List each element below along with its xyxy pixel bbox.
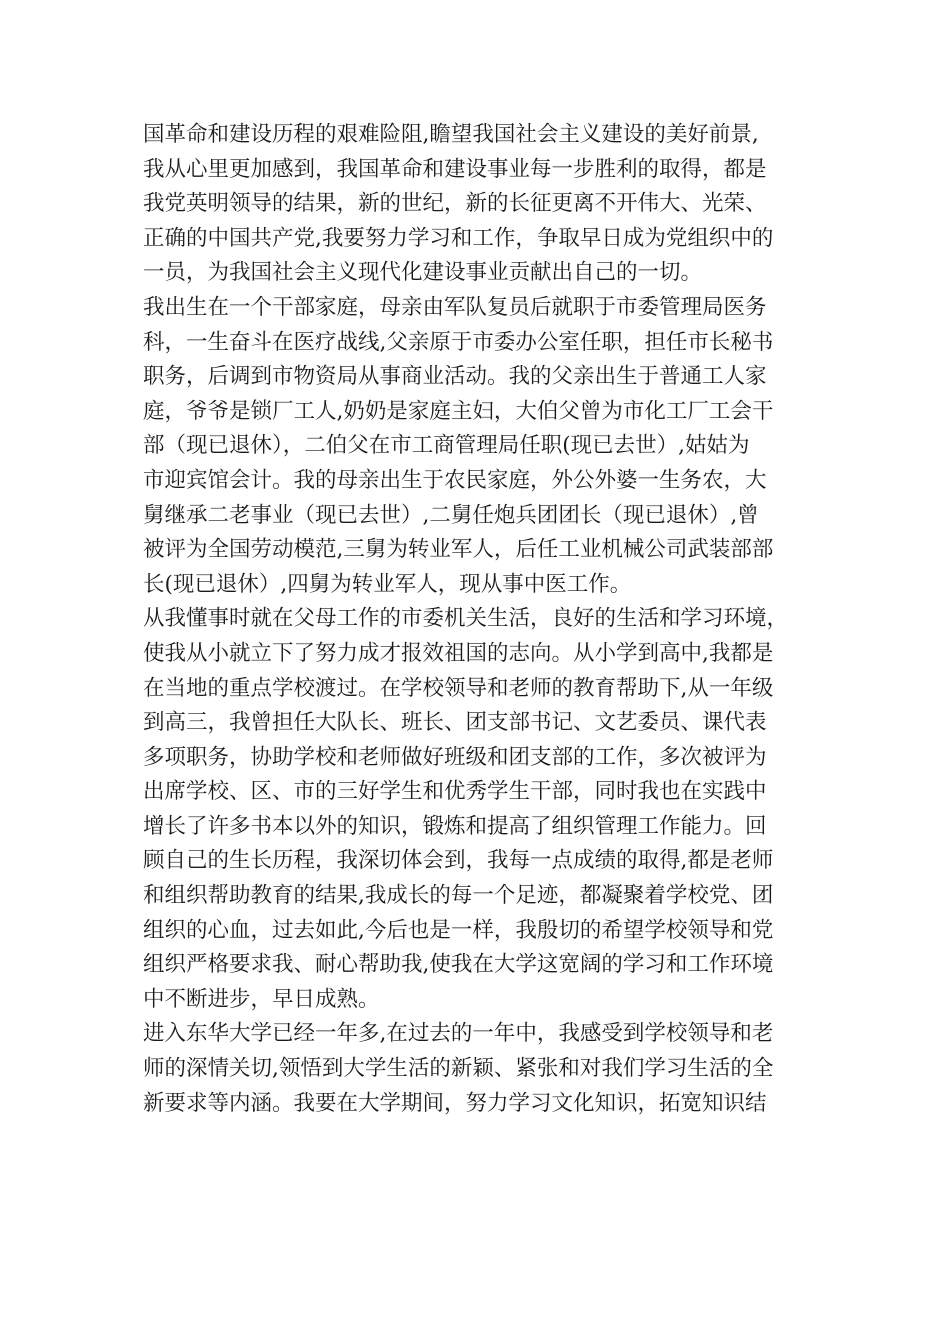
- text-line: 庭，爷爷是锁厂工人,奶奶是家庭主妇，大伯父曾为市化工厂工会干: [143, 398, 774, 424]
- paragraph: [143, 291, 823, 602]
- text-line: 多项职务，协助学校和老师做好班级和团支部的工作，多次被评为: [143, 744, 767, 770]
- text-line: 中不断进步，早日成熟。: [143, 986, 380, 1012]
- text-line: 组织的心血，过去如此,今后也是一样，我殷切的希望学校领导和党: [143, 917, 774, 943]
- text-line: 新要求等内涵。我要在大学期间，努力学习文化知识，拓宽知识结: [143, 1090, 767, 1116]
- text-line: 和组织帮助教育的结果,我成长的每一个足迹，都凝聚着学校党、团: [143, 883, 774, 909]
- text-line: 国革命和建设历程的艰难险阻,瞻望我国社会主义建设的美好前景,: [143, 122, 759, 147]
- text-line: 我从心里更加感到，我国革命和建设事业每一步胜利的取得，都是: [143, 156, 767, 182]
- text-line: 部（现已退休），二伯父在市工商管理局任职(现已去世）,姑姑为: [143, 433, 750, 459]
- text-line: 市迎宾馆会计。我的母亲出生于农民家庭，外公外婆一生务农，大: [143, 467, 767, 493]
- text-line: 组织严格要求我、耐心帮助我,使我在大学这宽阔的学习和工作环境: [143, 952, 774, 978]
- paragraph: [143, 1017, 823, 1121]
- paragraph: [143, 118, 823, 291]
- text-line: 增长了许多书本以外的知识，锻炼和提高了组织管理工作能力。回: [143, 813, 767, 839]
- text-line: 被评为全国劳动模范,三舅为转业军人，后任工业机械公司武装部部: [143, 537, 774, 563]
- text-line: 从我懂事时就在父母工作的市委机关生活，良好的生活和学习环境，: [143, 606, 789, 632]
- text-line: 在当地的重点学校渡过。在学校领导和老师的教育帮助下,从一年级: [143, 675, 774, 701]
- text-line: 科，一生奋斗在医疗战线,父亲原于市委办公室任职，担任市长秘书: [143, 329, 774, 355]
- text-line: 师的深情关切,领悟到大学生活的新颖、紧张和对我们学习生活的全: [143, 1056, 774, 1082]
- text-line: 长(现已退休）,四舅为转业军人，现从事中医工作。: [143, 571, 632, 597]
- text-line: 我出生在一个干部家庭，母亲由军队复员后就职于市委管理局医务: [143, 294, 767, 320]
- text-line: 使我从小就立下了努力成才报效祖国的志向。从小学到高中,我都是: [143, 640, 774, 666]
- paragraph: [143, 602, 823, 1017]
- text-line: 到高三，我曾担任大队长、班长、团支部书记、文艺委员、课代表: [143, 710, 767, 736]
- text-line: 我党英明领导的结果，新的世纪，新的长征更离不开伟大、光荣、: [143, 191, 767, 217]
- document-body: [143, 118, 823, 1121]
- text-line: 出席学校、区、市的三好学生和优秀学生干部，同时我也在实践中: [143, 779, 767, 805]
- text-line: 进入东华大学已经一年多,在过去的一年中，我感受到学校领导和老: [143, 1021, 774, 1047]
- text-line: 职务，后调到市物资局从事商业活动。我的父亲出生于普通工人家: [143, 364, 767, 390]
- text-line: 一员，为我国社会主义现代化建设事业贡献出自己的一切。: [143, 260, 703, 286]
- text-line: 正确的中国共产党,我要努力学习和工作，争取早日成为党组织中的: [143, 225, 774, 251]
- text-line: 顾自己的生长历程，我深切体会到，我每一点成绩的取得,都是老师: [143, 848, 774, 874]
- text-line: 舅继承二老事业（现已去世）,二舅任炮兵团团长（现已退休）,曾: [143, 502, 759, 528]
